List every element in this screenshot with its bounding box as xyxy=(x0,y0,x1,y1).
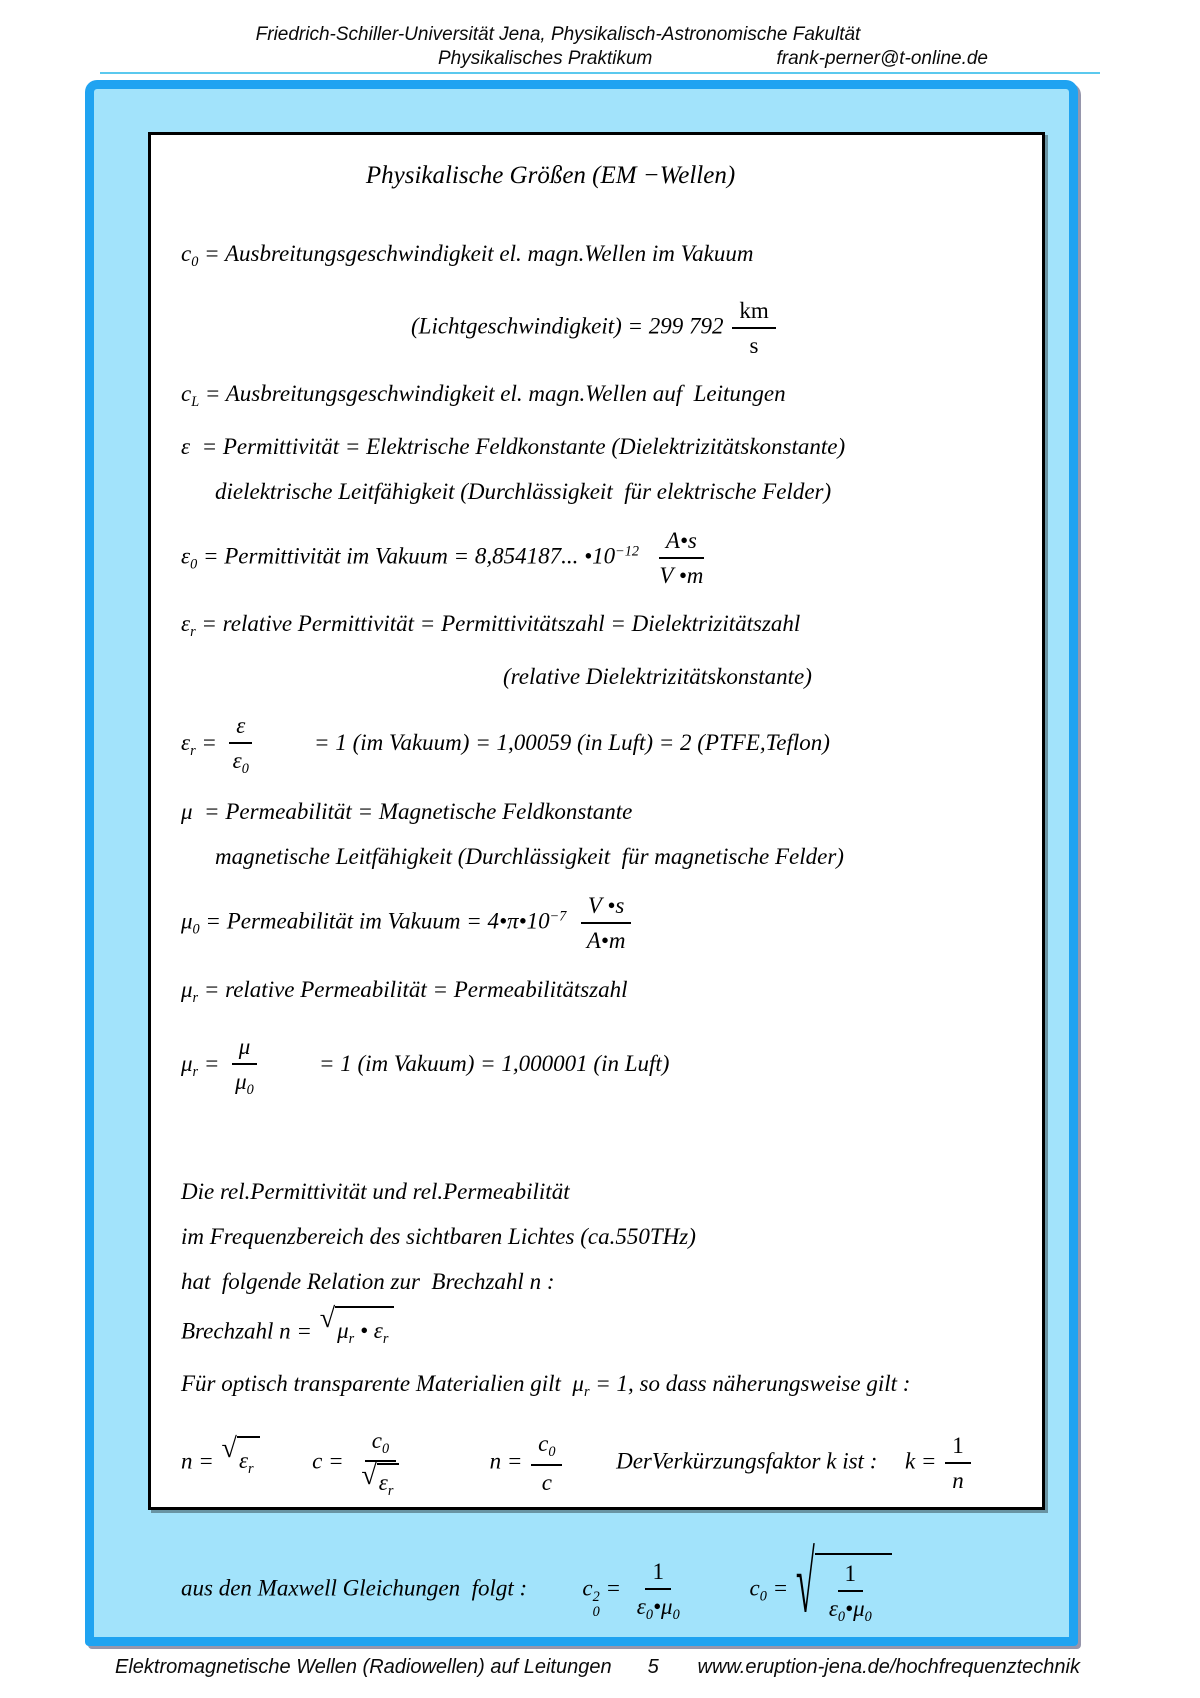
fraction-numerator xyxy=(645,1556,671,1590)
fraction-denominator xyxy=(228,1065,261,1100)
math-text: ε xyxy=(181,611,191,637)
formula-line xyxy=(181,1171,1016,1213)
math-square-root xyxy=(319,1302,395,1360)
math-text: μ xyxy=(181,976,193,1002)
math-fraction xyxy=(822,1558,879,1627)
math-subscript: r xyxy=(583,1383,590,1400)
math-text: A•s xyxy=(665,528,697,554)
math-text: Physikalische Größen (EM −Wellen) xyxy=(365,162,736,189)
formula-line xyxy=(181,516,1016,600)
math-fraction xyxy=(945,1430,971,1496)
fraction-numerator xyxy=(232,1031,258,1065)
math-square-root xyxy=(795,1536,892,1632)
fraction-numerator xyxy=(838,1558,864,1592)
math-text: Brechzahl n = xyxy=(181,1318,318,1344)
math-fraction xyxy=(228,1031,261,1100)
math-text: k = xyxy=(904,1448,943,1474)
math-text: •μ xyxy=(652,1593,673,1619)
footer-url: www.eruption-jena.de/hochfrequenztechnik xyxy=(697,1656,1080,1678)
math-text: = xyxy=(195,730,223,756)
math-text: ε xyxy=(236,713,246,739)
radicand xyxy=(335,1306,394,1360)
fraction-denominator xyxy=(630,1590,687,1625)
math-fraction xyxy=(652,525,710,591)
math-text: = 1, so dass näherungsweise gilt : xyxy=(589,1370,911,1396)
header-praktikum: Physikalisches Praktikum xyxy=(438,48,653,69)
formula-line xyxy=(181,1302,1016,1360)
sheet-title xyxy=(133,155,968,197)
math-text: c xyxy=(371,1427,382,1453)
header-institution: Friedrich-Schiller-Universität Jena, Physikalisch-Astronomische Fakultät xyxy=(255,24,861,45)
fraction-numerator xyxy=(659,525,704,559)
formula-line xyxy=(181,1416,1016,1510)
formula-lines-container xyxy=(181,155,1016,1637)
math-subscript: 0 xyxy=(672,1606,680,1623)
math-text: c xyxy=(541,1469,552,1495)
math-square-root xyxy=(221,1433,260,1490)
math-text: = 1 (im Vakuum) = 1,000001 (in Luft) xyxy=(318,1050,670,1076)
fraction-numerator xyxy=(531,1428,562,1465)
math-text: •μ xyxy=(845,1596,865,1622)
page-frame xyxy=(85,80,1078,1646)
math-text: V •m xyxy=(659,563,704,589)
header-email: frank-perner@t-online.de xyxy=(776,48,988,69)
formula-line xyxy=(181,426,1016,468)
formula-line xyxy=(181,791,1016,833)
math-text: • ε xyxy=(354,1317,383,1343)
math-subscript: 0 xyxy=(548,1444,556,1461)
math-text: c xyxy=(749,1575,760,1601)
fraction-denominator xyxy=(743,329,766,361)
footer-title: Elektromagnetische Wellen (Radiowellen) auf Leitungen xyxy=(115,1656,612,1678)
fraction-denominator xyxy=(945,1464,971,1496)
math-subscript: L xyxy=(191,394,200,411)
radicand xyxy=(815,1553,892,1627)
math-text: c xyxy=(538,1431,549,1457)
math-text: Die rel.Permittivität und rel.Permeabilität xyxy=(181,1178,570,1204)
math-subscript: 0 xyxy=(191,253,199,270)
formula-line xyxy=(181,881,1016,965)
math-subscript: 0 xyxy=(864,1609,872,1626)
header-rule xyxy=(100,72,1100,74)
math-text: = Permeabilität im Vakuum = 4•π•10 xyxy=(199,908,550,934)
math-subscript: r xyxy=(192,1063,199,1080)
math-text: ε = Permittivität = Elektrische Feldkonstante (Dielektrizitätskonstante) xyxy=(181,434,846,460)
math-superscript: −12 xyxy=(615,543,639,560)
radical-icon: √ xyxy=(361,1459,377,1491)
radical-icon: √ xyxy=(319,1302,336,1334)
math-text: magnetische Leitfähigkeit (Durchlässigkeit für magnetische Felder) xyxy=(215,844,844,870)
math-text: ε xyxy=(828,1596,838,1622)
fraction-denominator xyxy=(352,1459,408,1501)
math-text: = Ausbreitungsgeschwindigkeit el. magn.Wellen auf Leitungen xyxy=(199,381,786,407)
math-subscript: r xyxy=(348,1330,355,1347)
formula-line xyxy=(181,603,1016,653)
math-sub-sup: 2 0 xyxy=(592,1588,600,1620)
math-subscript: r xyxy=(248,1460,254,1477)
formula-line xyxy=(181,373,1016,423)
math-subscript: 0 xyxy=(246,1081,254,1098)
math-text: A•m xyxy=(586,928,626,954)
math-text-roman: km xyxy=(739,297,769,323)
formula-line xyxy=(181,701,1016,788)
math-subscript: 0 xyxy=(759,1588,767,1605)
math-subscript: r xyxy=(190,743,196,760)
radicand xyxy=(237,1436,260,1490)
fraction-numerator xyxy=(365,1425,396,1462)
math-text: μ = Permeabilität = Magnetische Feldkonstante xyxy=(181,799,633,825)
radicand xyxy=(377,1463,400,1501)
math-text: V •s xyxy=(587,893,625,919)
math-text: DerVerkürzungsfaktor k ist : xyxy=(616,1448,878,1474)
formula-line xyxy=(411,286,1016,370)
math-fraction xyxy=(580,890,633,956)
page-header xyxy=(100,24,1100,74)
math-text: = xyxy=(766,1575,794,1601)
math-text: ε xyxy=(232,748,242,774)
page-footer xyxy=(115,1656,1080,1679)
math-fraction xyxy=(226,710,256,779)
math-text: = relative Permeabilität = Permeabilitätszahl xyxy=(198,976,628,1002)
radical-icon: √ xyxy=(795,1536,815,1632)
formula-line xyxy=(181,1022,1016,1109)
math-text: c xyxy=(181,241,192,266)
footer-page-number: 5 xyxy=(647,1656,659,1678)
math-text: n = xyxy=(489,1448,529,1474)
math-text: μ xyxy=(337,1317,349,1343)
formula-line xyxy=(181,233,1016,283)
radical-icon: √ xyxy=(221,1433,237,1464)
fraction-numerator xyxy=(732,295,775,329)
fraction-numerator xyxy=(581,890,631,924)
math-text: = relative Permittivität = Permittivitätszahl = Dielektrizitätszahl xyxy=(195,611,801,637)
math-subscript: 0 xyxy=(381,1440,390,1457)
math-subscript: r xyxy=(190,624,196,641)
math-text: μ xyxy=(235,1068,247,1094)
math-fraction xyxy=(352,1425,408,1501)
formula-line xyxy=(181,1261,1016,1303)
math-text: ε xyxy=(181,543,191,569)
math-text: hat folgende Relation zur Brechzahl n : xyxy=(181,1268,555,1294)
math-text: μ xyxy=(181,1050,193,1076)
math-text: c xyxy=(181,381,192,407)
math-text-roman: 1 xyxy=(652,1558,664,1584)
math-text: (Lichtgeschwindigkeit) = 299 792 xyxy=(411,313,730,339)
fraction-numerator xyxy=(229,710,252,744)
formula-line xyxy=(215,471,1016,513)
math-text: c xyxy=(582,1575,593,1601)
math-fraction xyxy=(630,1556,687,1625)
math-superscript: −7 xyxy=(549,908,567,925)
formula-line xyxy=(181,969,1016,1019)
math-text: n = xyxy=(181,1448,220,1474)
math-fraction xyxy=(732,295,775,361)
math-text-roman: s xyxy=(749,333,759,359)
math-text: Für optisch transparente Materialien gilt μ xyxy=(181,1370,584,1396)
formula-line xyxy=(181,1363,1016,1413)
math-text: ε xyxy=(378,1469,388,1495)
math-fraction xyxy=(531,1428,562,1497)
math-text: μ xyxy=(238,1033,251,1059)
math-text: c = xyxy=(312,1448,350,1474)
math-subscript: r xyxy=(192,989,199,1006)
math-text-roman: 1 xyxy=(844,1561,857,1587)
math-text: = Ausbreitungsgeschwindigkeit el. magn.Wellen im Vakuum xyxy=(198,241,754,266)
formula-line xyxy=(181,1536,1016,1636)
fraction-numerator xyxy=(945,1430,971,1464)
math-subscript: 0 xyxy=(190,556,198,573)
math-text: im Frequenzbereich des sichtbaren Lichtes (ca.550THz) xyxy=(181,1223,696,1249)
math-subscript: r xyxy=(382,1330,389,1347)
math-text: ε xyxy=(181,730,191,756)
fraction-denominator xyxy=(822,1592,879,1627)
fraction-denominator xyxy=(535,1466,559,1498)
formula-line xyxy=(503,656,1016,698)
math-text: = Permittivität im Vakuum = 8,854187... •10 xyxy=(197,543,616,569)
math-text: dielektrische Leitfähigkeit (Durchlässigkeit für elektrische Felder) xyxy=(215,479,832,505)
math-text: = xyxy=(599,1575,627,1601)
math-text: = 1 (im Vakuum) = 1,00059 (in Luft) = 2 (PTFE,Teflon) xyxy=(314,730,830,756)
math-subscript: 0 xyxy=(192,921,200,938)
math-text: μ xyxy=(181,908,193,934)
fraction-denominator xyxy=(652,559,710,591)
formula-line xyxy=(215,836,1016,878)
math-text: ε xyxy=(636,1593,646,1619)
math-text: ε xyxy=(238,1448,249,1473)
math-subscript: 0 xyxy=(645,1606,653,1623)
math-text-roman: 1 xyxy=(952,1432,964,1458)
header-second-line xyxy=(100,48,1100,74)
formula-sheet xyxy=(148,132,1045,1632)
math-text: aus den Maxwell Gleichungen folgt : xyxy=(181,1575,528,1601)
math-subscript: 0 xyxy=(241,761,249,778)
formula-line xyxy=(181,1216,1016,1258)
math-square-root xyxy=(361,1459,399,1501)
math-text: (relative Dielektrizitätskonstante) xyxy=(503,664,812,690)
fraction-denominator xyxy=(226,744,256,779)
fraction-denominator xyxy=(580,924,633,956)
math-subscript: 0 xyxy=(837,1609,846,1626)
math-subscript: r xyxy=(387,1482,394,1499)
math-text: = xyxy=(198,1050,226,1076)
math-text: n xyxy=(952,1467,964,1493)
